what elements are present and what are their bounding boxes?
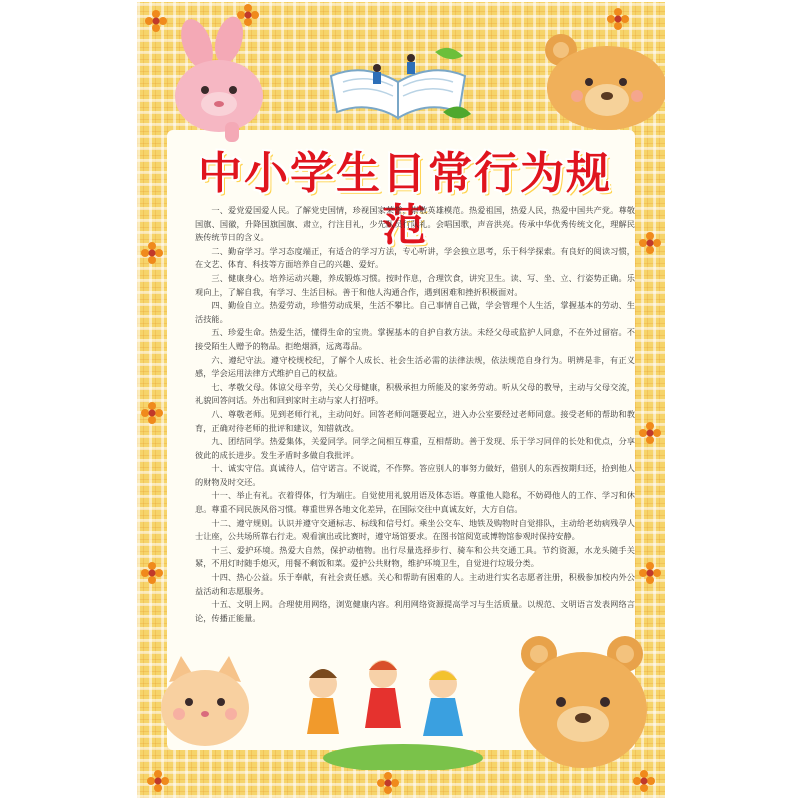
rule-number: 八、 (211, 408, 229, 419)
rule-item (195, 272, 635, 299)
bear-cub-illustration (537, 30, 665, 130)
rule-text: 珍爱生命。热爱生活，懂得生命的宝贵。掌握基本的自护自救方法。未经父母或监护人同意，不在外过留宿。不接受陌生人赠予的物品。拒绝烟酒，远离毒品。 (195, 327, 635, 351)
rule-number: 五、 (211, 327, 229, 338)
rule-text: 尊敬老师。见到老师行礼，主动问好。回答老师问题要起立，进入办公室要经过老师同意。接受老师的帮助和教育，正确对待老师的批评和建议，知错就改。 (195, 408, 635, 433)
flower-icon (639, 562, 661, 584)
rule-number: 七、 (211, 381, 229, 392)
flower-icon (607, 8, 629, 30)
flower-icon (377, 772, 399, 794)
rule-number: 六、 (211, 354, 229, 365)
rule-number: 十二、 (211, 517, 237, 528)
rule-item (195, 462, 635, 489)
rule-item (195, 489, 635, 516)
rule-text: 遵纪守法。遵守校规校纪，了解个人成长、社会生活必需的法律法规，依法规范自身行为。明辨是非，有正义感，学会运用法律方式维护自己的权益。 (195, 354, 635, 379)
rule-item (195, 245, 635, 272)
rule-item (195, 598, 635, 625)
rule-item (195, 299, 635, 326)
flower-icon (633, 770, 655, 792)
rule-text: 遵守规则。认识并遵守交通标志、标线和信号灯。乘坐公交车、地铁及购物时自觉排队，主动给老幼病残孕人士让座，公共场所靠右行走。观看演出或比赛时，遵守场馆要求。在图书馆阅览或博物馆参观时保持安静。 (195, 517, 635, 542)
rule-text: 热心公益。乐于奉献，有社会责任感。关心和帮助有困难的人。主动进行实名志愿者注册，积极参加校内外公益活动和志愿服务。 (195, 572, 635, 596)
rule-text: 团结同学。热爱集体，关爱同学。同学之间相互尊重，互相帮助。善于发现、乐于学习同伴的长处和优点，分享彼此的成长进步。发生矛盾时多做自我批评。 (195, 436, 635, 460)
rule-text: 举止有礼。衣着得体，行为端庄。自觉使用礼貌用语及体态语。尊重他人隐私，不妨碍他人的工作、学习和休息。尊重不同民族风俗习惯。尊重世界各地文化差异，在国际交往中真诚友好，大方自信。 (195, 490, 635, 515)
rule-text: 诚实守信。真诚待人，信守诺言。不说谎，不作弊。答应别人的事努力做好，借别人的东西按期归还，拾到他人的财物及时交还。 (195, 463, 635, 487)
page-title: 中小学生日常行为规范 (198, 148, 612, 251)
rule-text: 勤奋学习。学习态度端正，有适合的学习方法，专心听讲，学会独立思考，乐于科学探索。有良好的阅读习惯，在文艺、体育、科技等方面培养自己的兴趣、爱好。 (195, 245, 635, 270)
rule-item (195, 381, 635, 408)
rule-number: 十四、 (211, 572, 237, 583)
rule-number: 十三、 (211, 544, 237, 555)
rule-item (195, 204, 635, 245)
flower-icon (147, 770, 169, 792)
rule-item (195, 435, 635, 462)
cat-illustration (155, 652, 255, 752)
rule-item (195, 544, 635, 571)
rule-text: 勤俭自立。热爱劳动，珍惜劳动成果，生活不攀比。自己事情自己做，学会管理个人生活，掌握基本的劳动、生活技能。 (195, 300, 635, 324)
rule-text: 爱党爱国爱人民。了解党史国情，珍视国家荣誉，崇敬英雄模范。热爱祖国，热爱人民，热爱中国共产党。尊敬国旗、国徽，升降国旗国旗、肃立，行注目礼，少先队员行队礼。会唱国歌，声音洪亮。传承中华优秀传统文化，理解民族传统节日的含义。 (195, 205, 635, 243)
rule-text: 孝敬父母。体谅父母辛劳，关心父母健康，积极承担力所能及的家务劳动。听从父母的教导，主动与父母交流，礼貌回答问话。外出和回到家时主动与家人打招呼。 (195, 381, 635, 406)
rule-number: 二、 (211, 245, 229, 256)
rule-number: 一、 (211, 205, 229, 215)
rule-number: 三、 (211, 272, 229, 283)
bear-illustration (513, 632, 653, 772)
rule-number: 十、 (211, 463, 229, 474)
poster (137, 2, 665, 798)
open-book-illustration (323, 42, 473, 127)
rule-item (195, 354, 635, 381)
rule-text: 文明上网。合理使用网络，浏览健康内容。利用网络资源提高学习与生活质量。以规范、文明语言发表网络言论，传播正能量。 (195, 599, 635, 623)
rules-list (195, 204, 635, 625)
rule-number: 九、 (211, 436, 229, 447)
flower-icon (141, 562, 163, 584)
rule-item (195, 571, 635, 598)
rule-item (195, 408, 635, 435)
rule-text: 健康身心。培养运动兴趣，养成锻炼习惯。按时作息，合理饮食，讲究卫生。读、写、坐、立、行姿势正确。乐观向上，了解自我，有学习、生活目标。善于和他人沟通合作，遇到困难和挫折积极面对。 (195, 272, 635, 297)
rule-number: 四、 (211, 300, 229, 311)
rule-text: 爱护环境。热爱大自然，保护动植物。出行尽量选择步行、骑车和公共交通工具。节约资源，水龙头随手关紧，不用灯时随手熄灭，用餐不剩饭和菜。爱护公共财物，维护环境卫生，自觉进行垃圾分类。 (195, 544, 635, 569)
flower-icon (639, 422, 661, 444)
flower-icon (145, 10, 167, 32)
rule-item (195, 326, 635, 353)
flower-icon (639, 232, 661, 254)
flower-icon (141, 242, 163, 264)
rule-number: 十五、 (211, 599, 237, 610)
rule-number: 十一、 (211, 490, 237, 501)
flower-icon (141, 402, 163, 424)
rule-item (195, 517, 635, 544)
dancing-children-illustration (283, 650, 483, 770)
pink-bunny-illustration (167, 14, 277, 144)
